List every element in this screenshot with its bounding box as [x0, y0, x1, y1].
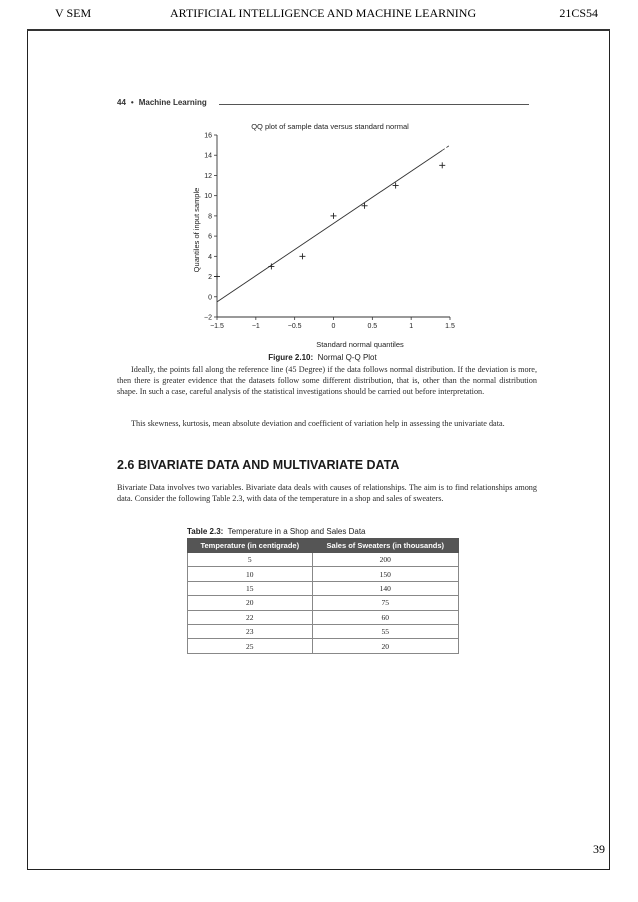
- page-number: 39: [593, 842, 605, 856]
- table-row: [188, 581, 459, 595]
- y-tick-label: 12: [204, 172, 212, 180]
- table-row: [188, 596, 459, 610]
- table-label: Table 2.3:: [187, 527, 224, 536]
- table-caption: [187, 527, 366, 536]
- y-tick-label: 0: [208, 294, 212, 302]
- sales-cell: 200: [312, 553, 458, 567]
- temperature-sales-table: [187, 538, 459, 654]
- figure-caption-text: Normal Q-Q Plot: [317, 353, 377, 362]
- reference-line-dashed-upper: [442, 145, 450, 150]
- table-row: [188, 553, 459, 567]
- table-row: [188, 610, 459, 624]
- temperature-cell: 15: [188, 581, 313, 595]
- header-rule: [27, 29, 610, 31]
- data-point: [214, 274, 220, 280]
- y-tick-label: 10: [204, 193, 212, 201]
- temperature-cell: 5: [188, 553, 313, 567]
- chart-title: QQ plot of sample data versus standard normal: [251, 122, 409, 131]
- table-header-row: [188, 539, 459, 553]
- y-tick-label: 8: [208, 213, 212, 221]
- y-tick-label: −2: [204, 314, 212, 322]
- bullet-icon: •: [130, 98, 134, 107]
- temperature-cell: 20: [188, 596, 313, 610]
- x-tick-label: 1: [409, 323, 414, 330]
- sales-cell: 20: [312, 639, 458, 653]
- temperature-cell: 22: [188, 610, 313, 624]
- sales-cell: 75: [312, 596, 458, 610]
- figure-caption: [95, 353, 550, 362]
- reference-line-group: [217, 145, 450, 302]
- qq-plot-chart: [95, 65, 550, 355]
- table-caption-text: Temperature in a Shop and Sales Data: [227, 527, 366, 536]
- section-title: 2.6 BIVARIATE DATA AND MULTIVARIATE DATA: [117, 458, 400, 472]
- header-semester: V SEM: [55, 6, 92, 20]
- temperature-cell: 25: [188, 639, 313, 653]
- x-axis-label: Standard normal quantiles: [316, 340, 404, 349]
- section-intro-paragraph: Bivariate Data involves two variables. Bivariate data deals with causes of relationships. The aim is to find relationships among data. Consider the following Table 2.3, with data of the temperature in a shop and sales of sweaters.: [117, 483, 537, 503]
- data-point: [299, 253, 305, 259]
- header-course-code: 21CS54: [559, 6, 598, 20]
- x-tick-label: −0.5: [287, 323, 302, 330]
- book-page-number: 44: [117, 98, 126, 107]
- header-course-title: ARTIFICIAL INTELLIGENCE AND MACHINE LEARNING: [170, 6, 477, 20]
- sales-cell: 55: [312, 624, 458, 638]
- x-tick-label: 1.5: [445, 323, 455, 330]
- y-tick-label: 14: [204, 152, 212, 160]
- y-tick-label: 2: [208, 274, 212, 282]
- sales-cell: 150: [312, 567, 458, 581]
- y-tick-label: 16: [204, 132, 212, 140]
- y-tick-label: 6: [208, 233, 212, 241]
- sales-cell: 60: [312, 610, 458, 624]
- scanned-book-page: [95, 65, 550, 665]
- x-tick-label: −1.5: [210, 323, 224, 330]
- figure-label: Figure 2.10:: [268, 353, 314, 362]
- table-row: [188, 639, 459, 653]
- data-point: [439, 162, 445, 168]
- sales-cell: 140: [312, 581, 458, 595]
- x-tick-label: −1: [251, 323, 260, 330]
- data-point: [331, 213, 337, 219]
- column-header-sales: Sales of Sweaters (in thousands): [312, 539, 458, 553]
- paragraph-qq-explanation: Ideally, the points fall along the reference line (45 Degree) if the data follows normal distribution. If the deviation is more, then there is greater evidence that the datasets follow some different distribution, that is, other than the normal distribution shape. In such a case, careful analysis of the statistical investigations should be carried out before interpretation.: [117, 365, 537, 396]
- table-row: [188, 624, 459, 638]
- x-tick-label: 0: [331, 323, 336, 330]
- temperature-cell: 23: [188, 624, 313, 638]
- y-axis-label: Quantiles of input sample: [192, 187, 201, 273]
- column-header-temperature: Temperature (in centigrade): [188, 539, 313, 553]
- x-tick-label: 0.5: [367, 323, 378, 330]
- table-row: [188, 567, 459, 581]
- paragraph-univariate-measures: This skewness, kurtosis, mean absolute deviation and coefficient of variation help in assessing the univariate data.: [131, 419, 505, 428]
- book-running-title: Machine Learning: [138, 98, 207, 107]
- data-points-group: [214, 162, 445, 279]
- temperature-cell: 10: [188, 567, 313, 581]
- reference-line-solid: [217, 150, 442, 301]
- chart-axes: [204, 133, 455, 331]
- y-tick-label: 4: [208, 253, 212, 261]
